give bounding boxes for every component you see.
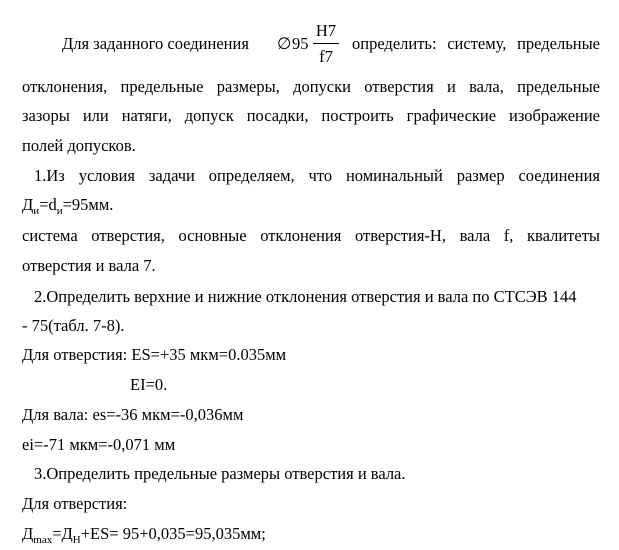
- shaft-deviation-ei: ei=-71 мкм=-0,071 мм: [22, 435, 176, 454]
- hole-heading: Для отверстия:: [22, 494, 128, 513]
- fraction-bar: [313, 43, 339, 44]
- step1-line: 1.Из условия задачи определяем, что номинальный размер соединения: [34, 166, 600, 185]
- quality-line: отверстия и вала 7.: [22, 256, 156, 275]
- nominal-size: 95: [292, 34, 309, 53]
- intro-text-left: Для заданного соединения: [62, 34, 249, 53]
- nominal-size-line: $Д_и=d_и=95мм$.: [22, 195, 114, 217]
- hole-deviation-ei: EI=0.: [130, 375, 168, 394]
- diameter-symbol: ∅: [277, 34, 292, 53]
- fit-numerator: H7: [315, 21, 337, 40]
- paragraph-line-4: полей допусков.: [22, 136, 136, 155]
- system-line: система отверстия, основные отклонения отверстия-Н, вала f, квалитеты: [22, 226, 600, 245]
- step2-line: 2.Определить верхние и нижние отклонения отверстия и вала по СТСЭВ 144: [34, 287, 577, 306]
- hole-max-size-line: $Д_{max}=Д_Н+ES= 95+0,035=95,035мм$;: [22, 524, 266, 546]
- paragraph-line-2: отклонения, предельные размеры, допуски отверстия и вала, предельные: [22, 77, 600, 96]
- step3-line: 3.Определить предельные размеры отверстия и вала.: [34, 464, 406, 483]
- intro-text-right: определить: систему, предельные: [352, 34, 600, 53]
- step2-line-cont: - 75(табл. 7-8).: [22, 316, 125, 335]
- paragraph-line-3: зазоры или натяги, допуск посадки, построить графические изображение: [22, 106, 600, 125]
- fit-denominator: f7: [319, 47, 333, 66]
- hole-deviation-es: Для отверстия: ES=+35 мкм=0.035мм: [22, 345, 287, 364]
- shaft-deviation-es: Для вала: es=-36 мкм=-0,036мм: [22, 405, 244, 424]
